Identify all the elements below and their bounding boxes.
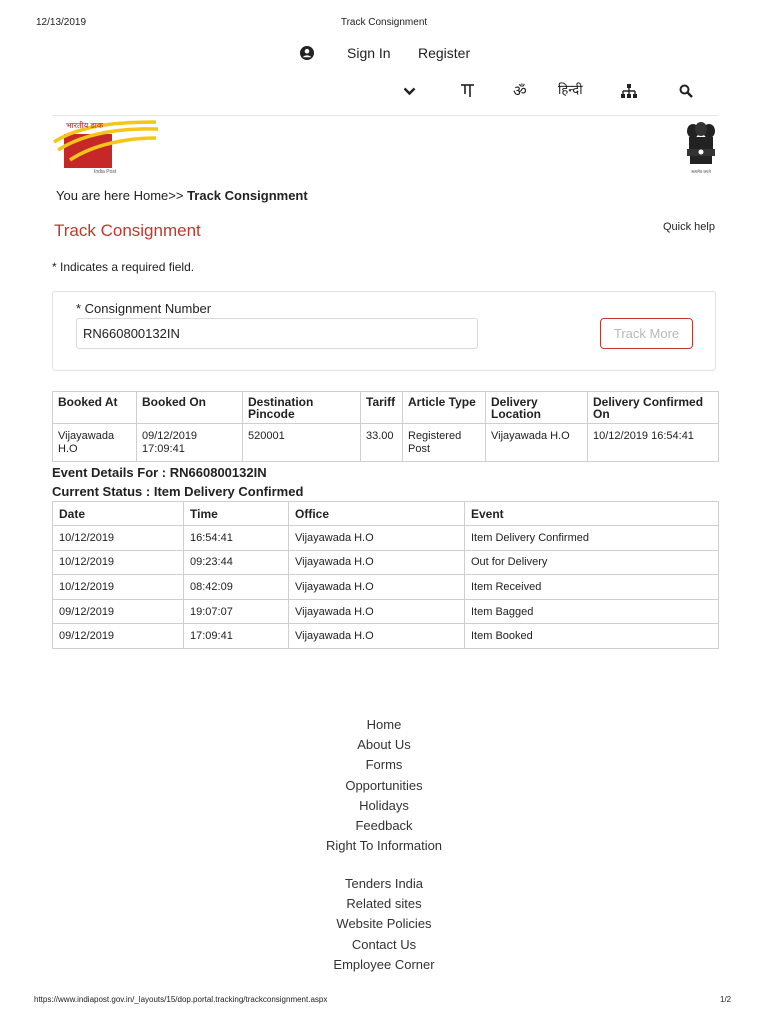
cell-booked-at: Vijayawada H.O [53, 424, 137, 462]
current-status-heading: Current Status : Item Delivery Confirmed [52, 484, 304, 499]
footer-link-tenders-india[interactable]: Tenders India [344, 876, 424, 891]
cell-event: Item Delivery Confirmed [465, 526, 719, 551]
sign-in-link[interactable]: Sign In [347, 45, 391, 61]
page-title: Track Consignment [54, 221, 201, 240]
footer-link-about-us[interactable]: About Us [357, 737, 411, 753]
booking-details-table [52, 391, 719, 462]
header-delivery-confirmed-on: Delivery Confirmed On [588, 392, 719, 424]
cell-time: 09:23:44 [184, 550, 289, 575]
booking-header-row [53, 392, 719, 424]
footer-link-related-sites[interactable]: Related sites [346, 896, 422, 912]
event-details-table [52, 501, 719, 649]
header-event: Event [465, 502, 719, 526]
cell-destination-pincode: 520001 [243, 424, 361, 462]
register-link[interactable]: Register [418, 45, 471, 61]
hindi-language-link[interactable]: हिन्दी [558, 82, 583, 97]
om-icon[interactable]: ॐ [513, 83, 527, 100]
header-office: Office [289, 502, 465, 526]
required-note: * Indicates a required field. [52, 260, 195, 274]
footer-link-contact-us[interactable]: Contact Us [351, 936, 417, 952]
footer-link-home[interactable]: Home [366, 717, 402, 732]
chevron-down-icon[interactable] [403, 82, 416, 100]
event-details-heading: Event Details For : RN660800132IN [52, 465, 267, 480]
print-date: 12/13/2019 [36, 17, 87, 28]
cell-event: Item Bagged [465, 599, 719, 624]
logo-hindi-text: भारतीय डाक [66, 121, 103, 130]
header-article-type: Article Type [403, 392, 486, 424]
national-emblem-logo [682, 121, 720, 179]
sitemap-icon[interactable] [620, 82, 638, 100]
cell-event: Out for Delivery [465, 550, 719, 575]
print-title: Track Consignment [340, 17, 428, 28]
print-url: https://www.indiapost.gov.in/_layouts/15/dop.portal.tracking/trackconsignment.aspx [34, 995, 328, 1004]
header-date: Date [53, 502, 184, 526]
cell-event: Item Received [465, 575, 719, 600]
breadcrumb [56, 188, 308, 203]
cell-delivery-location: Vijayawada H.O [486, 424, 588, 462]
cell-date: 10/12/2019 [53, 575, 184, 600]
cell-date: 09/12/2019 [53, 624, 184, 649]
cell-time: 16:54:41 [184, 526, 289, 551]
footer-link-forms[interactable]: Forms [365, 757, 403, 773]
header-booked-at: Booked At [53, 392, 137, 424]
cell-time: 17:09:41 [184, 624, 289, 649]
print-page-number: 1/2 [720, 995, 732, 1004]
consignment-number-label: * Consignment Number [76, 301, 212, 316]
search-icon[interactable] [679, 82, 693, 100]
table-row [53, 624, 719, 649]
breadcrumb-prefix[interactable]: You are here Home>> [56, 188, 188, 203]
footer-link-feedback[interactable]: Feedback [355, 817, 413, 833]
header-booked-on: Booked On [137, 392, 243, 424]
header-delivery-location: Delivery Location [486, 392, 588, 424]
footer-links-primary [0, 715, 768, 856]
font-size-icon[interactable] [460, 82, 476, 100]
footer-link-website-policies[interactable]: Website Policies [336, 916, 432, 932]
header-tariff: Tariff [361, 392, 403, 424]
cell-office: Vijayawada H.O [289, 575, 465, 600]
table-row [53, 424, 719, 462]
cell-article-type: Registered Post [403, 424, 486, 462]
cell-office: Vijayawada H.O [289, 599, 465, 624]
india-post-logo[interactable] [52, 120, 162, 178]
cell-time: 19:07:07 [184, 599, 289, 624]
user-circle-icon[interactable] [300, 46, 314, 60]
footer-link-opportunities[interactable]: Opportunities [345, 777, 423, 793]
table-row [53, 599, 719, 624]
breadcrumb-current: Track Consignment [187, 188, 308, 203]
cell-office: Vijayawada H.O [289, 550, 465, 575]
footer-link-employee-corner[interactable]: Employee Corner [333, 956, 435, 972]
emblem-caption: सत्यमेव जयते [691, 169, 711, 174]
footer-links-secondary [0, 874, 768, 975]
footer-link-right-to-information[interactable]: Right To Information [325, 838, 443, 854]
table-row [53, 575, 719, 600]
footer-link-holidays[interactable]: Holidays [359, 797, 409, 813]
cell-date: 10/12/2019 [53, 550, 184, 575]
cell-time: 08:42:09 [184, 575, 289, 600]
table-row [53, 526, 719, 551]
table-row [53, 550, 719, 575]
logo-english-text: India Post [94, 169, 117, 175]
cell-tariff: 33.00 [361, 424, 403, 462]
cell-delivery-confirmed-on: 10/12/2019 16:54:41 [588, 424, 719, 462]
quick-help-link[interactable]: Quick help [663, 221, 715, 233]
header-time: Time [184, 502, 289, 526]
cell-date: 09/12/2019 [53, 599, 184, 624]
cell-date: 10/12/2019 [53, 526, 184, 551]
header-divider [52, 115, 718, 116]
track-more-button[interactable]: Track More [600, 318, 693, 349]
events-header-row [53, 502, 719, 526]
consignment-number-input[interactable] [76, 318, 478, 349]
header-destination-pincode: Destination Pincode [243, 392, 361, 424]
cell-booked-on: 09/12/2019 17:09:41 [137, 424, 243, 462]
cell-office: Vijayawada H.O [289, 526, 465, 551]
cell-event: Item Booked [465, 624, 719, 649]
cell-office: Vijayawada H.O [289, 624, 465, 649]
